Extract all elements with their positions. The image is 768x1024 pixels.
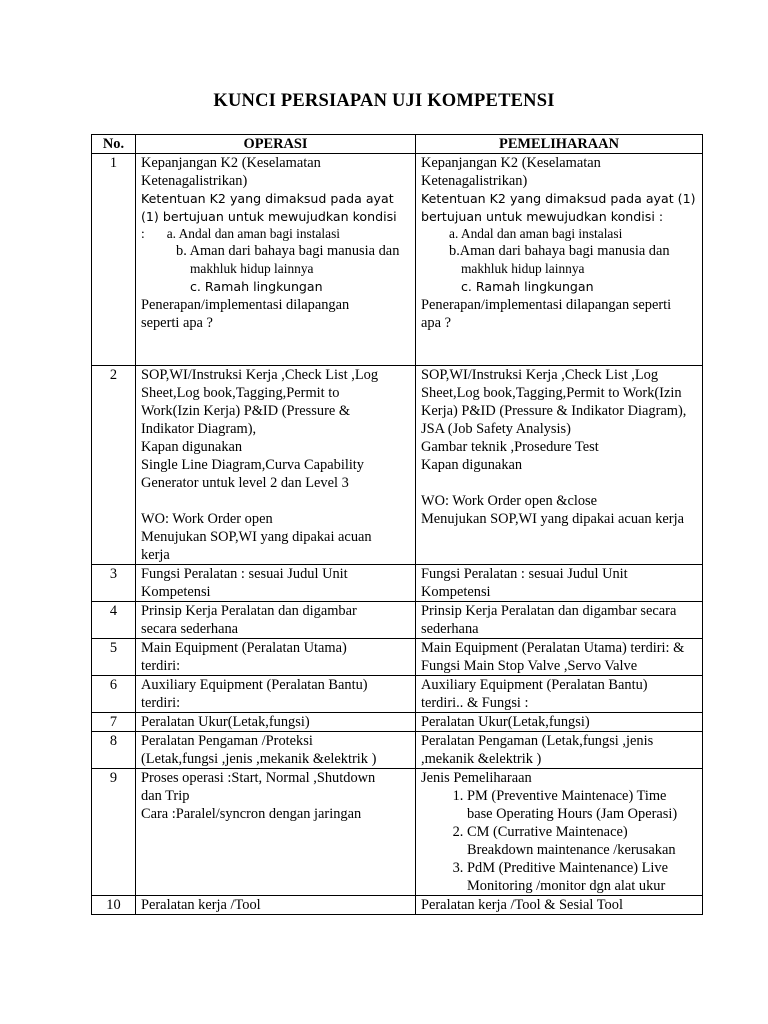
operasi-cell: Peralatan Pengaman /Proteksi (Letak,fungsi ,jenis ,mekanik &elektrik ) [136,732,416,769]
table-row [92,154,703,366]
operasi-cell: Peralatan Ukur(Letak,fungsi) [136,713,416,732]
header-operasi: OPERASI [136,135,416,154]
pemeliharaan-cell: Jenis Pemeliharaan 1. PM (Preventive Maintenace) Time base Operating Hours (Jam Operasi) 2. CM (Currative Maintenace) Breakdown maintenance /kerusakan 3. PdM (Preditive Maintenance) Live Monitoring /monitor dgn alat ukur [416,769,703,896]
operasi-cell: Peralatan kerja /Tool [136,896,416,915]
table-row [92,676,703,713]
row-number: 10 [92,896,136,915]
list-item: 2. CM (Currative Maintenace) Breakdown maintenance /kerusakan [467,823,697,859]
maintenance-types-list [421,787,697,895]
pemeliharaan-cell: Prinsip Kerja Peralatan dan digambar secara sederhana [416,602,703,639]
table-row [92,366,703,565]
pemeliharaan-cell: Peralatan kerja /Tool & Sesial Tool [416,896,703,915]
pemeliharaan-cell: Kepanjangan K2 (Keselamatan Ketenagalistrikan) Ketentuan K2 yang dimaksud pada ayat (1) bertujuan untuk mewujudkan kondisi : a. Andal dan aman bagi instalasi b.Aman dari bahaya bagi manusia dan makhluk hidup lainnya c. Ramah lingkungan Penerapan/implementasi dilapangan seperti apa ? [416,154,703,366]
table-header-row [92,135,703,154]
table-row [92,713,703,732]
header-pemeliharaan: PEMELIHARAAN [416,135,703,154]
document-title: KUNCI PERSIAPAN UJI KOMPETENSI [213,91,555,111]
list-item: 3. PdM (Preditive Maintenance) Live Monitoring /monitor dgn alat ukur [467,859,697,895]
operasi-cell: Main Equipment (Peralatan Utama) terdiri: [136,639,416,676]
operasi-cell: Proses operasi :Start, Normal ,Shutdown dan Trip Cara :Paralel/syncron dengan jaringan [136,769,416,896]
operasi-cell: SOP,WI/Instruksi Kerja ,Check List ,Log Sheet,Log book,Tagging,Permit to Work(Izin Kerja) P&ID (Pressure & Indikator Diagram), Kapan digunakan Single Line Diagram,Curva Capability Generator untuk level 2 dan Level 3 WO: Work Order open Menujukan SOP,WI yang dipakai acuan kerja [136,366,416,565]
row-number: 8 [92,732,136,769]
operasi-cell: Kepanjangan K2 (Keselamatan Ketenagalistrikan) Ketentuan K2 yang dimaksud pada ayat (1) bertujuan untuk mewujudkan kondisi : a. Andal dan aman bagi instalasi b. Aman dari bahaya bagi manusia dan makhluk hidup lainnya c. Ramah lingkungan Penerapan/implementasi dilapangan seperti apa ? [136,154,416,366]
row-number: 5 [92,639,136,676]
pemeliharaan-cell: Fungsi Peralatan : sesuai Judul Unit Kompetensi [416,565,703,602]
competency-table [91,134,703,915]
row-number: 4 [92,602,136,639]
table-row [92,639,703,676]
operasi-cell: Prinsip Kerja Peralatan dan digambar secara sederhana [136,602,416,639]
pemeliharaan-cell: Auxiliary Equipment (Peralatan Bantu) terdiri.. & Fungsi : [416,676,703,713]
operasi-cell: Fungsi Peralatan : sesuai Judul Unit Kompetensi [136,565,416,602]
table-row [92,896,703,915]
row-number: 9 [92,769,136,896]
table-row [92,732,703,769]
table-row [92,565,703,602]
pemeliharaan-cell: SOP,WI/Instruksi Kerja ,Check List ,Log Sheet,Log book,Tagging,Permit to Work(Izin Kerja) P&ID (Pressure & Indikator Diagram), JSA (Job Safety Analysis) Gambar teknik ,Prosedure Test Kapan digunakan WO: Work Order open &close Menujukan SOP,WI yang dipakai acuan kerja [416,366,703,565]
pemeliharaan-cell: Main Equipment (Peralatan Utama) terdiri: & Fungsi Main Stop Valve ,Servo Valve [416,639,703,676]
row-number: 7 [92,713,136,732]
table-row [92,602,703,639]
list-item: 1. PM (Preventive Maintenace) Time base Operating Hours (Jam Operasi) [467,787,697,823]
row-number: 6 [92,676,136,713]
row-number: 1 [92,154,136,366]
table-row [92,769,703,896]
pemeliharaan-cell: Peralatan Ukur(Letak,fungsi) [416,713,703,732]
operasi-cell: Auxiliary Equipment (Peralatan Bantu) terdiri: [136,676,416,713]
header-no: No. [92,135,136,154]
row-number: 2 [92,366,136,565]
pemeliharaan-cell: Peralatan Pengaman (Letak,fungsi ,jenis ,mekanik &elektrik ) [416,732,703,769]
row-number: 3 [92,565,136,602]
